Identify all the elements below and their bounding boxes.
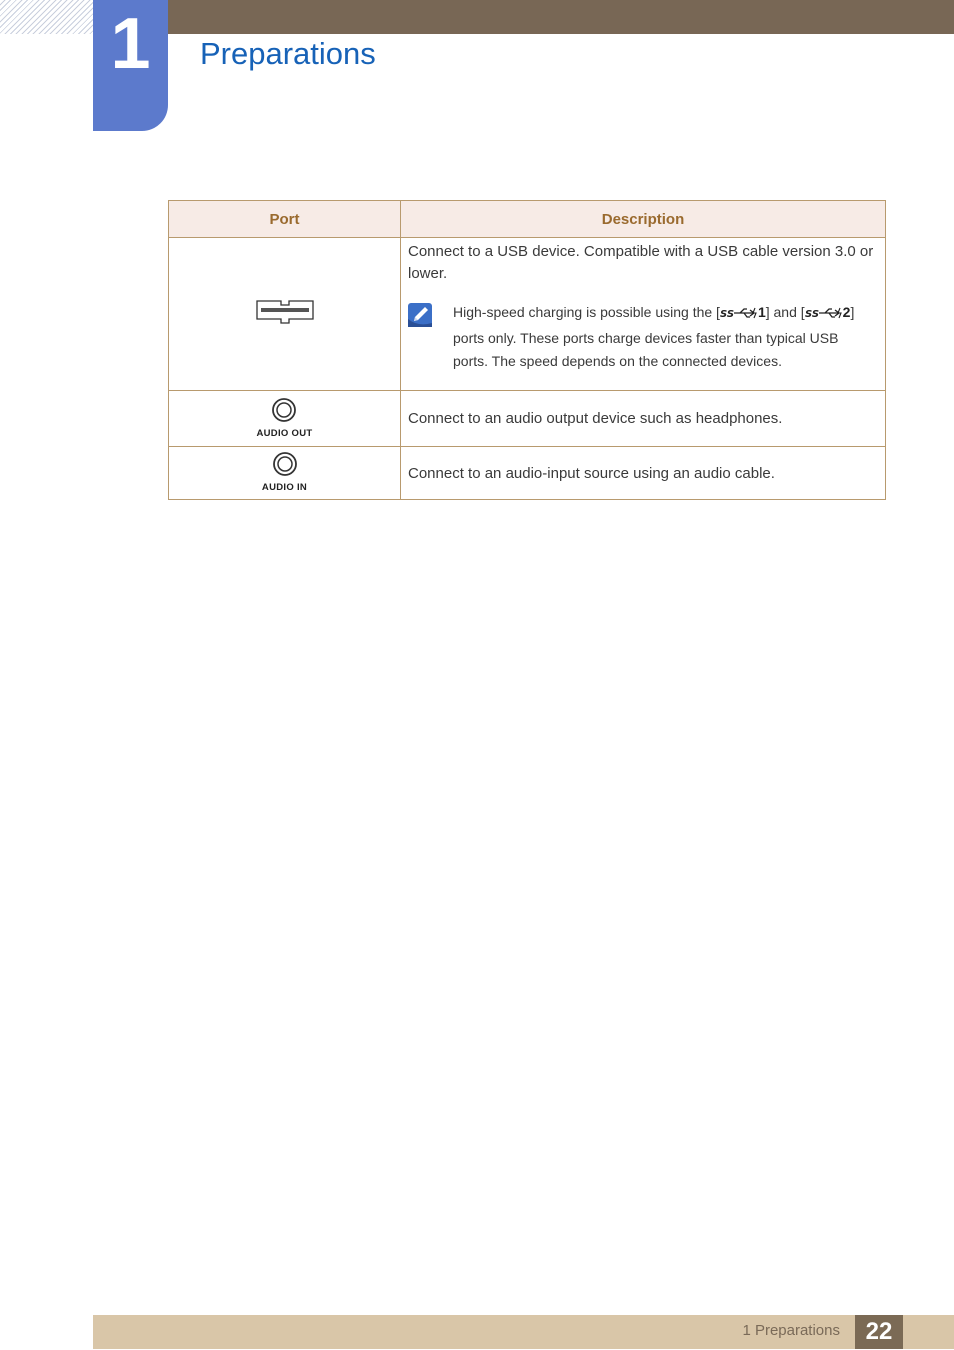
usb-superspeed-icon: [805, 304, 843, 327]
audio-in-label: AUDIO IN: [261, 482, 308, 493]
table-row-usb: [169, 238, 886, 391]
usb-description: Connect to a USB device. Compatible with a USB cable version 3.0 or lower.: [408, 243, 874, 282]
description-cell: [401, 238, 886, 391]
description-cell: Connect to an audio-input source using an audio cable.: [401, 447, 886, 500]
column-header-port: Port: [169, 201, 401, 238]
svg-text:SS: SS: [804, 309, 819, 320]
footer-section-label: 1 Preparations: [742, 1322, 840, 1339]
port-cell: [169, 447, 401, 500]
note-text-part: ] ports only. These ports charge devices faster than typical USB ports. The speed depends on the connected devices.: [453, 304, 855, 369]
usb-port-number-1: 1: [757, 304, 766, 320]
top-bar: [168, 0, 954, 34]
chapter-number: 1: [110, 4, 151, 84]
svg-text:SS: SS: [719, 309, 734, 320]
note-pencil-icon: [408, 303, 432, 327]
note-block: [408, 301, 877, 390]
description-cell: Connect to an audio output device such as headphones.: [401, 391, 886, 447]
audio-in-jack-icon: [262, 451, 307, 493]
note-text-part: ] and [: [765, 304, 805, 320]
page-number: 22: [855, 1315, 903, 1349]
audio-out-label: AUDIO OUT: [256, 427, 313, 439]
chapter-tab: [93, 0, 168, 131]
port-cell: [169, 391, 401, 447]
corner-hatch-decoration: [0, 0, 93, 34]
usb-superspeed-icon: [720, 304, 758, 327]
audio-out-jack-icon: [256, 397, 312, 439]
footer-bar: [93, 1315, 954, 1349]
port-cell: [169, 238, 401, 391]
page-title: Preparations: [200, 36, 376, 71]
table-header-row: [169, 201, 886, 238]
table-row-audio-out: [169, 391, 886, 447]
note-text-part: High-speed charging is possible using the [: [453, 304, 720, 320]
column-header-description: Description: [401, 201, 886, 238]
note-text: [453, 301, 877, 373]
usb-3-port-icon: [256, 312, 314, 329]
usb-port-number-2: 2: [842, 304, 851, 320]
ports-table: [168, 200, 886, 500]
table-row-audio-in: [169, 447, 886, 500]
